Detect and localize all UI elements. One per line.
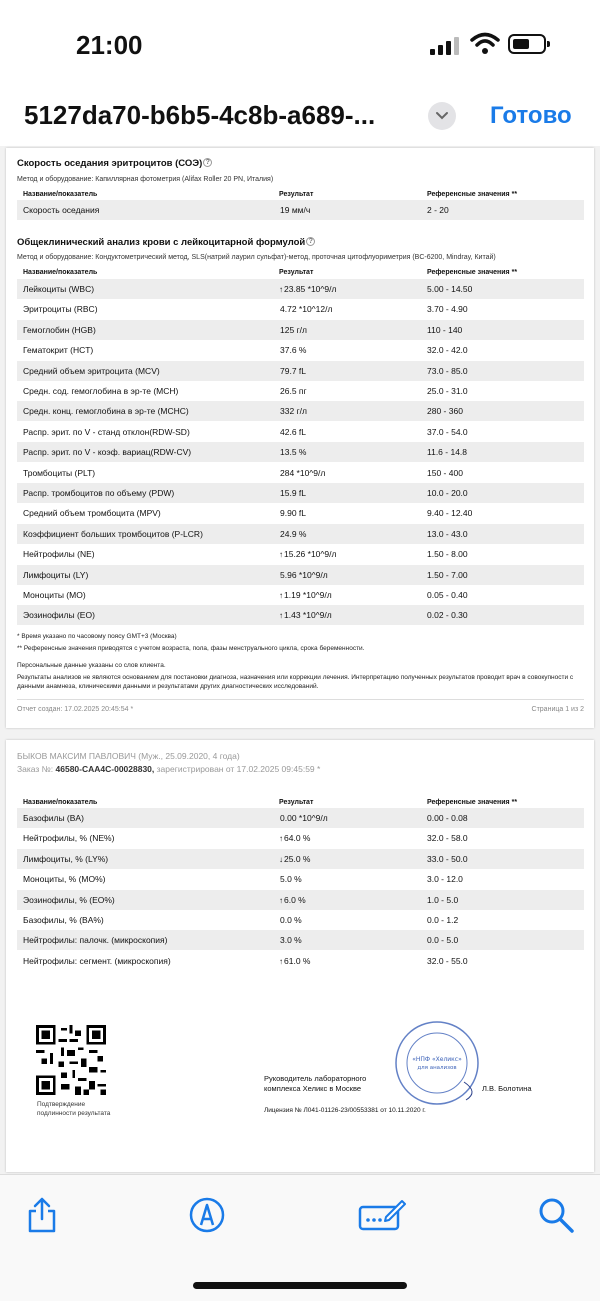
table-row — [17, 279, 584, 299]
row-result: 24.9 % — [280, 528, 307, 539]
order-number: 46580-CAA4C-00028830, — [55, 764, 155, 774]
table-row — [17, 808, 584, 828]
table-row — [17, 524, 584, 544]
patient-info: БЫКОВ МАКСИМ ПАВЛОВИЧ (Муж., 25.09.2020, 4 года) — [17, 751, 240, 761]
status-time: 21:00 — [76, 30, 143, 60]
row-name: Средний объем тромбоцита (MPV) — [23, 508, 161, 519]
row-name: Моноциты (MO) — [23, 590, 86, 600]
row-reference: 280 - 360 — [427, 406, 463, 417]
title-menu-button[interactable] — [428, 102, 456, 130]
row-result: 3.0 % — [280, 935, 302, 946]
row-name: Распр. эрит. по V - коэф. вариац(RDW-CV) — [23, 447, 192, 458]
row-name: Эритроциты (RBC) — [23, 304, 98, 315]
row-result: ↑23.85 *10^9/л — [279, 284, 337, 294]
table-row — [17, 200, 584, 220]
row-name: Скорость оседания — [23, 205, 100, 215]
disclaimer-note: Результаты анализов не являются основанием для постановки диагноза, назначения или коррекции лечения. Интерпретацию полученных результатов проводит врач в совокупности с данными анамнеза, клиническими данными и результатами других диагностических исследований. — [17, 674, 574, 690]
row-name: Эозинофилы, % (EO%) — [23, 894, 115, 905]
row-result: 5.0 % — [280, 874, 302, 885]
row-reference: 9.40 - 12.40 — [427, 508, 473, 519]
page-number: Страница 1 из 2 — [531, 706, 584, 713]
row-result: 4.72 *10^12/л — [280, 304, 333, 315]
table-row — [17, 320, 584, 340]
row-result: 5.96 *10^9/л — [280, 569, 328, 580]
row-reference: 1.0 - 5.0 — [427, 894, 459, 905]
qr-caption: Подтверждение подлинности результата — [37, 1101, 111, 1117]
wifi-icon — [470, 32, 500, 56]
row-reference: 3.70 - 4.90 — [427, 304, 468, 315]
flag-arrow-icon: ↑ — [279, 591, 283, 600]
row-name: Распр. тромбоцитов по объему (PDW) — [23, 488, 175, 498]
esr-method: Метод и оборудование: Капиллярная фотометрия (Alifax Roller 20 PN, Италия) — [17, 176, 274, 183]
row-result: 19 мм/ч — [280, 205, 311, 215]
table-row — [17, 401, 584, 421]
row-reference: 1.50 - 8.00 — [427, 549, 468, 560]
row-result: 42.6 fL — [280, 426, 306, 437]
info-icon: ? — [203, 158, 212, 167]
row-result: 0.00 *10^9/л — [280, 813, 328, 823]
table-row — [17, 910, 584, 930]
table-header: Название/показатель Результат Референсные значения ** — [23, 799, 518, 806]
table-row — [17, 585, 584, 605]
row-reference: 110 - 140 — [427, 324, 463, 335]
row-reference: 5.00 - 14.50 — [427, 284, 473, 294]
order-info: Заказ №: 46580-CAA4C-00028830, зарегистрирован от 17.02.2025 09:45:59 * — [17, 764, 321, 774]
svg-text:«НПФ «Хеликс»: «НПФ «Хеликс» — [412, 1056, 462, 1063]
row-result: 15.9 fL — [280, 488, 306, 498]
status-bar — [0, 0, 600, 90]
row-name: Лимфоциты (LY) — [23, 569, 89, 580]
flag-arrow-icon: ↑ — [279, 611, 283, 621]
row-result: ↑61.0 % — [279, 955, 311, 966]
table-row — [17, 299, 584, 319]
footnote-1: * Время указано по часовому поясу GMT+3 (Москва) — [17, 633, 177, 640]
license-info: Лицензия № Л041-01126-23/00553381 от 10.11.2020 г. — [264, 1107, 426, 1114]
row-name: Базофилы (BA) — [23, 813, 84, 823]
annotate-icon[interactable] — [358, 1195, 406, 1235]
row-result: 79.7 fL — [280, 365, 306, 376]
row-reference: 0.05 - 0.40 — [427, 590, 468, 600]
chevron-down-icon — [435, 110, 449, 122]
row-name: Тромбоциты (PLT) — [23, 467, 96, 478]
home-indicator — [193, 1282, 407, 1289]
row-reference: 73.0 - 85.0 — [427, 365, 468, 376]
row-name: Базофилы, % (BA%) — [23, 915, 104, 925]
row-name: Эозинофилы (EO) — [23, 610, 95, 621]
table-row — [17, 828, 584, 848]
document-title: 5127da70-b6b5-4c8b-a689-... — [24, 100, 376, 130]
footnote-2: ** Референсные значения приводятся с учетом возраста, пола, фазы менструального цикла, срока беременности. — [17, 645, 365, 652]
row-result: 26.5 пг — [280, 386, 307, 396]
table-row — [17, 340, 584, 360]
row-reference: 11.6 - 14.8 — [427, 447, 468, 458]
row-name: Лимфоциты, % (LY%) — [23, 853, 109, 864]
row-name: Коэффициент больших тромбоцитов (P-LCR) — [23, 528, 203, 539]
row-name: Нейтрофилы: палочк. (микроскопия) — [23, 935, 168, 946]
row-reference: 3.0 - 12.0 — [427, 874, 463, 885]
nav-bar — [0, 90, 600, 146]
flag-arrow-icon: ↑ — [279, 285, 283, 294]
table-row — [17, 463, 584, 483]
row-result: ↑64.0 % — [279, 833, 311, 844]
table-row — [17, 951, 584, 971]
row-result: ↑6.0 % — [279, 894, 306, 905]
cellular-signal-icon — [430, 35, 460, 55]
row-result: ↑1.19 *10^9/л — [279, 590, 332, 600]
personal-data-note: Персональные данные указаны со слов клиента. — [17, 662, 166, 669]
row-result: 13.5 % — [280, 447, 307, 458]
flag-arrow-icon: ↑ — [279, 895, 283, 905]
row-name: Средн. конц. гемоглобина в эр-те (MCHC) — [23, 406, 189, 417]
search-icon[interactable] — [536, 1195, 576, 1235]
table-row — [17, 442, 584, 462]
esr-table-header: Название/показатель Результат Референсные значения ** — [23, 191, 518, 198]
flag-arrow-icon: ↑ — [279, 956, 283, 966]
report-created: Отчет создан: 17.02.2025 20:45:54 * — [17, 706, 134, 713]
row-result: 37.6 % — [280, 345, 307, 356]
bottom-toolbar — [0, 1174, 600, 1301]
cbc-section-title: Общеклинический анализ крови с лейкоцитарной формулой ? — [17, 237, 315, 248]
table-row — [17, 503, 584, 523]
row-result: 284 *10^9/л — [280, 467, 326, 478]
signer-title: Руководитель лабораторного комплекса Хеликс в Москве — [264, 1074, 367, 1093]
row-result: ↓25.0 % — [279, 853, 311, 864]
row-name: Лейкоциты (WBC) — [23, 284, 95, 294]
row-reference: 2 - 20 — [427, 205, 449, 215]
table-row — [17, 849, 584, 869]
row-reference: 32.0 - 58.0 — [427, 833, 468, 844]
row-reference: 0.0 - 5.0 — [427, 935, 459, 946]
table-row — [17, 422, 584, 442]
row-reference: 150 - 400 — [427, 467, 463, 478]
document-page-1 — [6, 148, 594, 728]
lab-stamp — [394, 1020, 480, 1106]
markup-icon[interactable] — [187, 1195, 227, 1235]
row-reference: 0.02 - 0.30 — [427, 610, 468, 621]
row-name: Нейтрофилы (NE) — [23, 549, 95, 560]
row-reference: 25.0 - 31.0 — [427, 386, 468, 396]
row-result: 0.0 % — [280, 915, 302, 925]
row-name: Гемоглобин (HGB) — [23, 324, 96, 335]
table-row — [17, 361, 584, 381]
done-button[interactable]: Готово — [490, 102, 572, 129]
row-reference: 0.0 - 1.2 — [427, 915, 459, 925]
row-reference: 0.00 - 0.08 — [427, 813, 468, 823]
row-reference: 10.0 - 20.0 — [427, 488, 468, 498]
cbc-method: Метод и оборудование: Кондуктометрический метод, SLS(натрий лаурил сульфат)-метод, проточная цитофлуориметрия (BC-6200, Mindray, Китай) — [17, 254, 496, 261]
row-reference: 32.0 - 42.0 — [427, 345, 468, 356]
qr-code[interactable] — [36, 1025, 106, 1095]
svg-text:для анализов: для анализов — [417, 1065, 457, 1071]
row-reference: 1.50 - 7.00 — [427, 569, 468, 580]
table-row — [17, 381, 584, 401]
flag-arrow-icon: ↓ — [279, 854, 283, 864]
flag-arrow-icon: ↑ — [279, 550, 283, 560]
row-name: Распр. эрит. по V - станд отклон(RDW-SD) — [23, 426, 190, 437]
esr-section-title: Скорость оседания эритроцитов (СОЭ) ? — [17, 158, 212, 169]
row-result: ↑1.43 *10^9/л — [279, 610, 332, 621]
flag-arrow-icon: ↑ — [279, 834, 283, 844]
row-reference: 33.0 - 50.0 — [427, 853, 468, 864]
table-row — [17, 930, 584, 950]
row-name: Моноциты, % (MO%) — [23, 874, 106, 885]
row-name: Нейтрофилы, % (NE%) — [23, 833, 115, 844]
row-result: 9.90 fL — [280, 508, 306, 519]
row-name: Средний объем эритроцита (MCV) — [23, 365, 160, 376]
table-row — [17, 565, 584, 585]
row-name: Гематокрит (HCT) — [23, 345, 94, 356]
row-name: Средн. сод. гемоглобина в эр-те (MCH) — [23, 386, 179, 396]
signer-name: Л.В. Болотина — [482, 1084, 532, 1093]
share-icon[interactable] — [22, 1195, 62, 1235]
row-reference: 13.0 - 43.0 — [427, 528, 468, 539]
row-name: Нейтрофилы: сегмент. (микроскопия) — [23, 955, 171, 966]
table-row — [17, 869, 584, 889]
battery-icon — [508, 34, 546, 54]
info-icon: ? — [306, 237, 315, 246]
row-result: ↑15.26 *10^9/л — [279, 549, 337, 560]
table-row — [17, 544, 584, 564]
table-row — [17, 890, 584, 910]
row-reference: 32.0 - 55.0 — [427, 955, 468, 966]
table-row — [17, 605, 584, 625]
cbc-table-header: Название/показатель Результат Референсные значения ** — [23, 269, 518, 276]
divider — [17, 699, 584, 700]
table-row — [17, 483, 584, 503]
row-result: 125 г/л — [280, 324, 307, 335]
row-result: 332 г/л — [280, 406, 307, 417]
row-reference: 37.0 - 54.0 — [427, 426, 468, 437]
document-page-2 — [6, 740, 594, 1172]
